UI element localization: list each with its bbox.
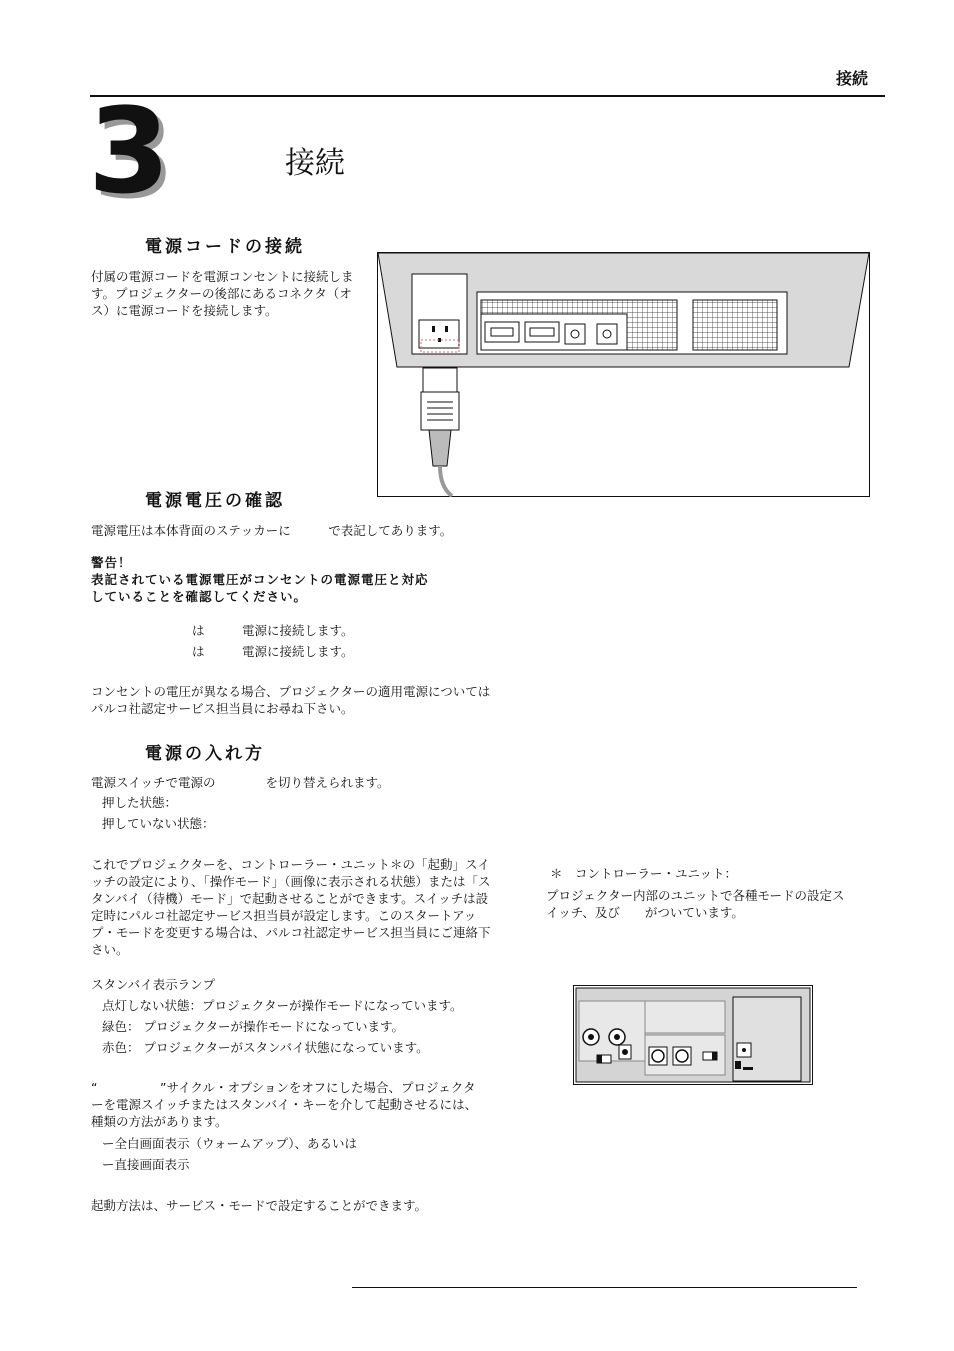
lamp-item: 緑色： プロジェクターが操作モードになっています。 xyxy=(102,1019,404,1034)
method-item: ー直接画面表示 xyxy=(102,1157,190,1172)
lamp-item: 赤色： プロジェクターがスタンバイ状態になっています。 xyxy=(102,1040,429,1055)
voltage-line-2: は 電源に接続します。 xyxy=(192,644,354,659)
running-header: 接続 xyxy=(835,69,868,88)
lamp-title: スタンバイ表示ランプ xyxy=(91,977,216,992)
side-note-text: プロジェクター内部のユニットで各種モードの設定ス イッチ、及び がついています。 xyxy=(546,888,845,920)
method-item: ー全白画面表示（ウォームアップ）、あるいは xyxy=(102,1136,358,1151)
section-heading-power-on: 電源の入れ方 xyxy=(145,744,265,764)
state-not-pressed: 押していない状態： xyxy=(102,816,215,831)
power-cord-text: 付属の電源コードを電源コンセントに接続しま す。プロジェクターの後部にあるコネクタ（オ ス）に電源コードを接続します。 xyxy=(91,269,354,318)
power-on-intro: 電源スイッチで電源の を切り替えられます。 xyxy=(91,775,390,790)
lamp-item: 点灯しない状態：プロジェクターが操作モードになっています。 xyxy=(102,998,463,1013)
startup-paragraph: これでプロジェクターを、コントローラー・ユニット＊の「起動」スイ ッチの設定により、「操作モード」（画像に表示される状態）または「ス タンバイ（待機）モード」で起動させることができます。スイッチは設 定時にパルコ社認定サービス担当員が設定します。このスタートアッ プ・モードを変更する場合は、パルコ社認定サービス担当員にご連絡下 さい。 xyxy=(91,857,491,957)
section-heading-power-cord: 電源コードの接続 xyxy=(145,237,305,257)
voltage-text: 電源電圧は本体背面のステッカーに で表記してあります。 xyxy=(91,523,453,538)
projector-rear-illustration xyxy=(377,252,870,497)
voltage-note: コンセントの電圧が異なる場合、プロジェクターの適用電源については パルコ社認定サービス担当員にお尋ね下さい。 xyxy=(91,684,491,716)
controller-unit-illustration xyxy=(573,985,813,1085)
cycle-paragraph: “ ”サイクル・オプションをオフにした場合、プロジェクタ ーを電源スイッチまたはスタンバイ・キーを介して起動させるには、 種類の方法があります。 xyxy=(91,1080,478,1129)
section-heading-voltage: 電源電圧の確認 xyxy=(145,491,285,511)
footer-rule xyxy=(352,1287,857,1288)
closing-text: 起動方法は、サービス・モードで設定することができます。 xyxy=(91,1198,428,1213)
chapter-title: 接続 xyxy=(285,146,345,181)
voltage-line-1: は 電源に接続します。 xyxy=(192,623,354,638)
header-rule xyxy=(90,95,885,97)
state-pressed: 押した状態： xyxy=(102,795,178,810)
warning-block: 警告！ 表記されている電源電圧がコンセントの電源電圧と対応 していることを確認してください。 xyxy=(91,555,429,604)
side-note-title: ＊ コントローラー・ユニット： xyxy=(550,866,738,881)
chapter-number: 3 xyxy=(88,82,167,220)
